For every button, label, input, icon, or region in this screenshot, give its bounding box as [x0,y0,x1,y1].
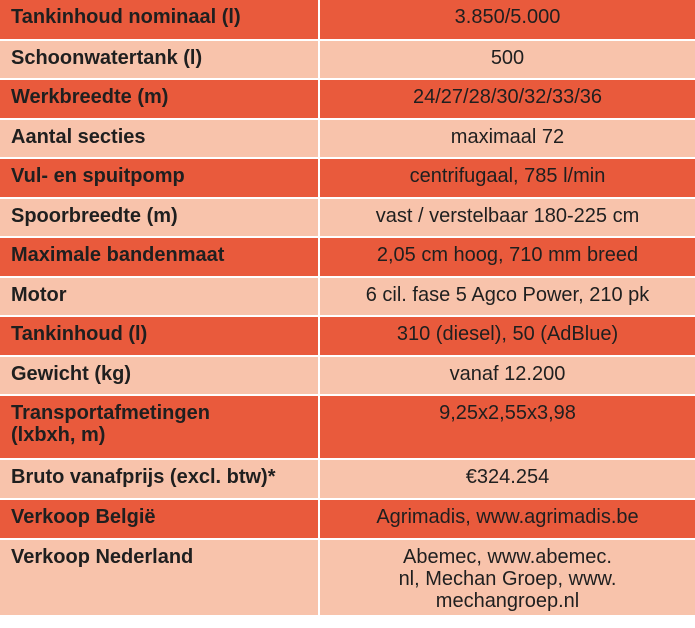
spec-label-line: (lxbxh, m) [11,424,106,446]
spec-label: Maximale bandenmaat [0,237,319,277]
spec-label: Werkbreedte (m) [0,79,319,119]
spec-value: 6 cil. fase 5 Agco Power, 210 pk [319,277,695,317]
spec-label: Gewicht (kg) [0,356,319,396]
spec-value: 3.850/5.000 [319,0,695,40]
table-row [0,499,695,539]
spec-value: vanaf 12.200 [319,356,695,396]
spec-label: Bruto vanafprijs (excl. btw)* [0,459,319,499]
spec-value: vast / verstelbaar 180-225 cm [319,198,695,238]
spec-value: 500 [319,40,695,80]
table-row [0,539,695,615]
spec-label-line: Transportafmetingen [11,402,210,424]
table-row [0,40,695,80]
spec-label: Tankinhoud (l) [0,316,319,356]
spec-value: 9,25x2,55x3,98 [319,395,695,459]
table-row [0,0,695,40]
spec-label: Motor [0,277,319,317]
table-row [0,198,695,238]
spec-label: Spoorbreedte (m) [0,198,319,238]
spec-value: Agrimadis, www.agrimadis.be [319,499,695,539]
spec-value: 310 (diesel), 50 (AdBlue) [319,316,695,356]
spec-value: maximaal 72 [319,119,695,159]
table-row [0,79,695,119]
spec-label: Verkoop België [0,499,319,539]
spec-label [0,395,319,459]
spec-label: Schoonwatertank (l) [0,40,319,80]
spec-value: €324.254 [319,459,695,499]
spec-value-line: Abemec, www.abemec. [403,545,612,568]
spec-value: 24/27/28/30/32/33/36 [319,79,695,119]
spec-label: Verkoop Nederland [0,539,319,615]
spec-value-line: nl, Mechan Groep, www. [398,567,617,590]
table-row [0,237,695,277]
spec-value: centrifugaal, 785 l/min [319,158,695,198]
spec-value: 2,05 cm hoog, 710 mm breed [319,237,695,277]
table-row [0,119,695,159]
table-row [0,459,695,499]
spec-label: Tankinhoud nominaal (l) [0,0,319,40]
table-row [0,316,695,356]
spec-value [319,539,695,615]
spec-label: Aantal secties [0,119,319,159]
table-row [0,277,695,317]
spec-value-line: mechangroep.nl [435,589,580,612]
table-row [0,395,695,459]
table-row [0,158,695,198]
table-row [0,356,695,396]
spec-label: Vul- en spuitpomp [0,158,319,198]
